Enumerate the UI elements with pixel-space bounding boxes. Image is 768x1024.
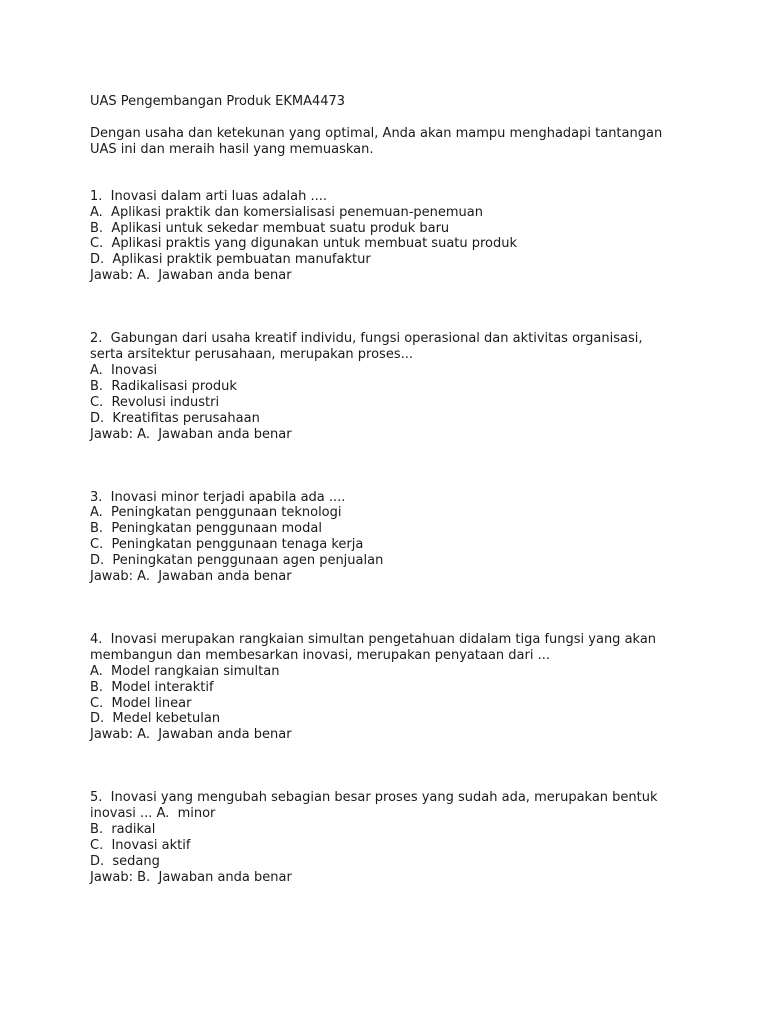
answer-line: Jawab: B. Jawaban anda benar: [90, 869, 292, 885]
option-d: D. Medel kebetulan: [90, 711, 221, 727]
option-d: D. Aplikasi praktik pembuatan manufaktur: [90, 252, 371, 268]
question-4: [90, 632, 690, 743]
option-a: A. Peningkatan penggunaan teknologi: [90, 505, 342, 521]
option-a: A. Inovasi: [90, 362, 158, 378]
option-b: B. Model interaktif: [90, 679, 214, 695]
question-5: [90, 790, 690, 885]
option-b: B. radikal: [90, 822, 156, 838]
document-title: UAS Pengembangan Produk EKMA4473: [90, 94, 346, 109]
question-text: membangun dan membesarkan inovasi, merupakan penyataan dari ...: [90, 647, 551, 663]
question-text: 3. Inovasi minor terjadi apabila ada ....: [90, 489, 346, 505]
option-c: C. Revolusi industri: [90, 394, 220, 410]
question-text: inovasi ... A. minor: [90, 806, 216, 822]
option-c: C. Inovasi aktif: [90, 838, 191, 853]
intro-line: UAS ini dan meraih hasil yang memuaskan.: [90, 141, 374, 157]
option-c: C. Peningkatan penggunaan tenaga kerja: [90, 537, 364, 553]
intro-line: Dengan usaha dan ketekunan yang optimal, Anda akan mampu menghadapi tantangan: [90, 125, 663, 141]
question-3: [90, 490, 690, 585]
question-1: [90, 189, 690, 284]
question-text: 2. Gabungan dari usaha kreatif individu, fungsi operasional dan aktivitas organisasi,: [90, 331, 643, 347]
question-text: serta arsitektur perusahaan, merupakan proses...: [90, 347, 414, 363]
answer-line: Jawab: A. Jawaban anda benar: [90, 268, 292, 284]
option-d: D. Peningkatan penggunaan agen penjualan: [90, 553, 384, 569]
intro-paragraph: [90, 126, 690, 158]
option-b: B. Peningkatan penggunaan modal: [90, 521, 322, 537]
option-b: B. Aplikasi untuk sekedar membuat suatu produk baru: [90, 220, 450, 236]
question-text: 1. Inovasi dalam arti luas adalah ....: [90, 188, 328, 204]
option-a: A. Aplikasi praktik dan komersialisasi penemuan-penemuan: [90, 204, 484, 220]
question-text: 4. Inovasi merupakan rangkaian simultan pengetahuan didalam tiga fungsi yang akan: [90, 631, 657, 647]
answer-line: Jawab: A. Jawaban anda benar: [90, 569, 292, 585]
document-page: [90, 94, 690, 886]
option-c: C. Model linear: [90, 695, 192, 711]
answer-line: Jawab: A. Jawaban anda benar: [90, 426, 292, 442]
question-text: 5. Inovasi yang mengubah sebagian besar proses yang sudah ada, merupakan bentuk: [90, 790, 658, 806]
option-a: A. Model rangkaian simultan: [90, 663, 280, 679]
option-d: D. sedang: [90, 853, 160, 869]
option-b: B. Radikalisasi produk: [90, 378, 237, 394]
question-2: [90, 331, 690, 442]
option-c: C. Aplikasi praktis yang digunakan untuk membuat suatu produk: [90, 236, 518, 252]
option-d: D. Kreatifitas perusahaan: [90, 410, 260, 426]
answer-line: Jawab: A. Jawaban anda benar: [90, 727, 292, 743]
